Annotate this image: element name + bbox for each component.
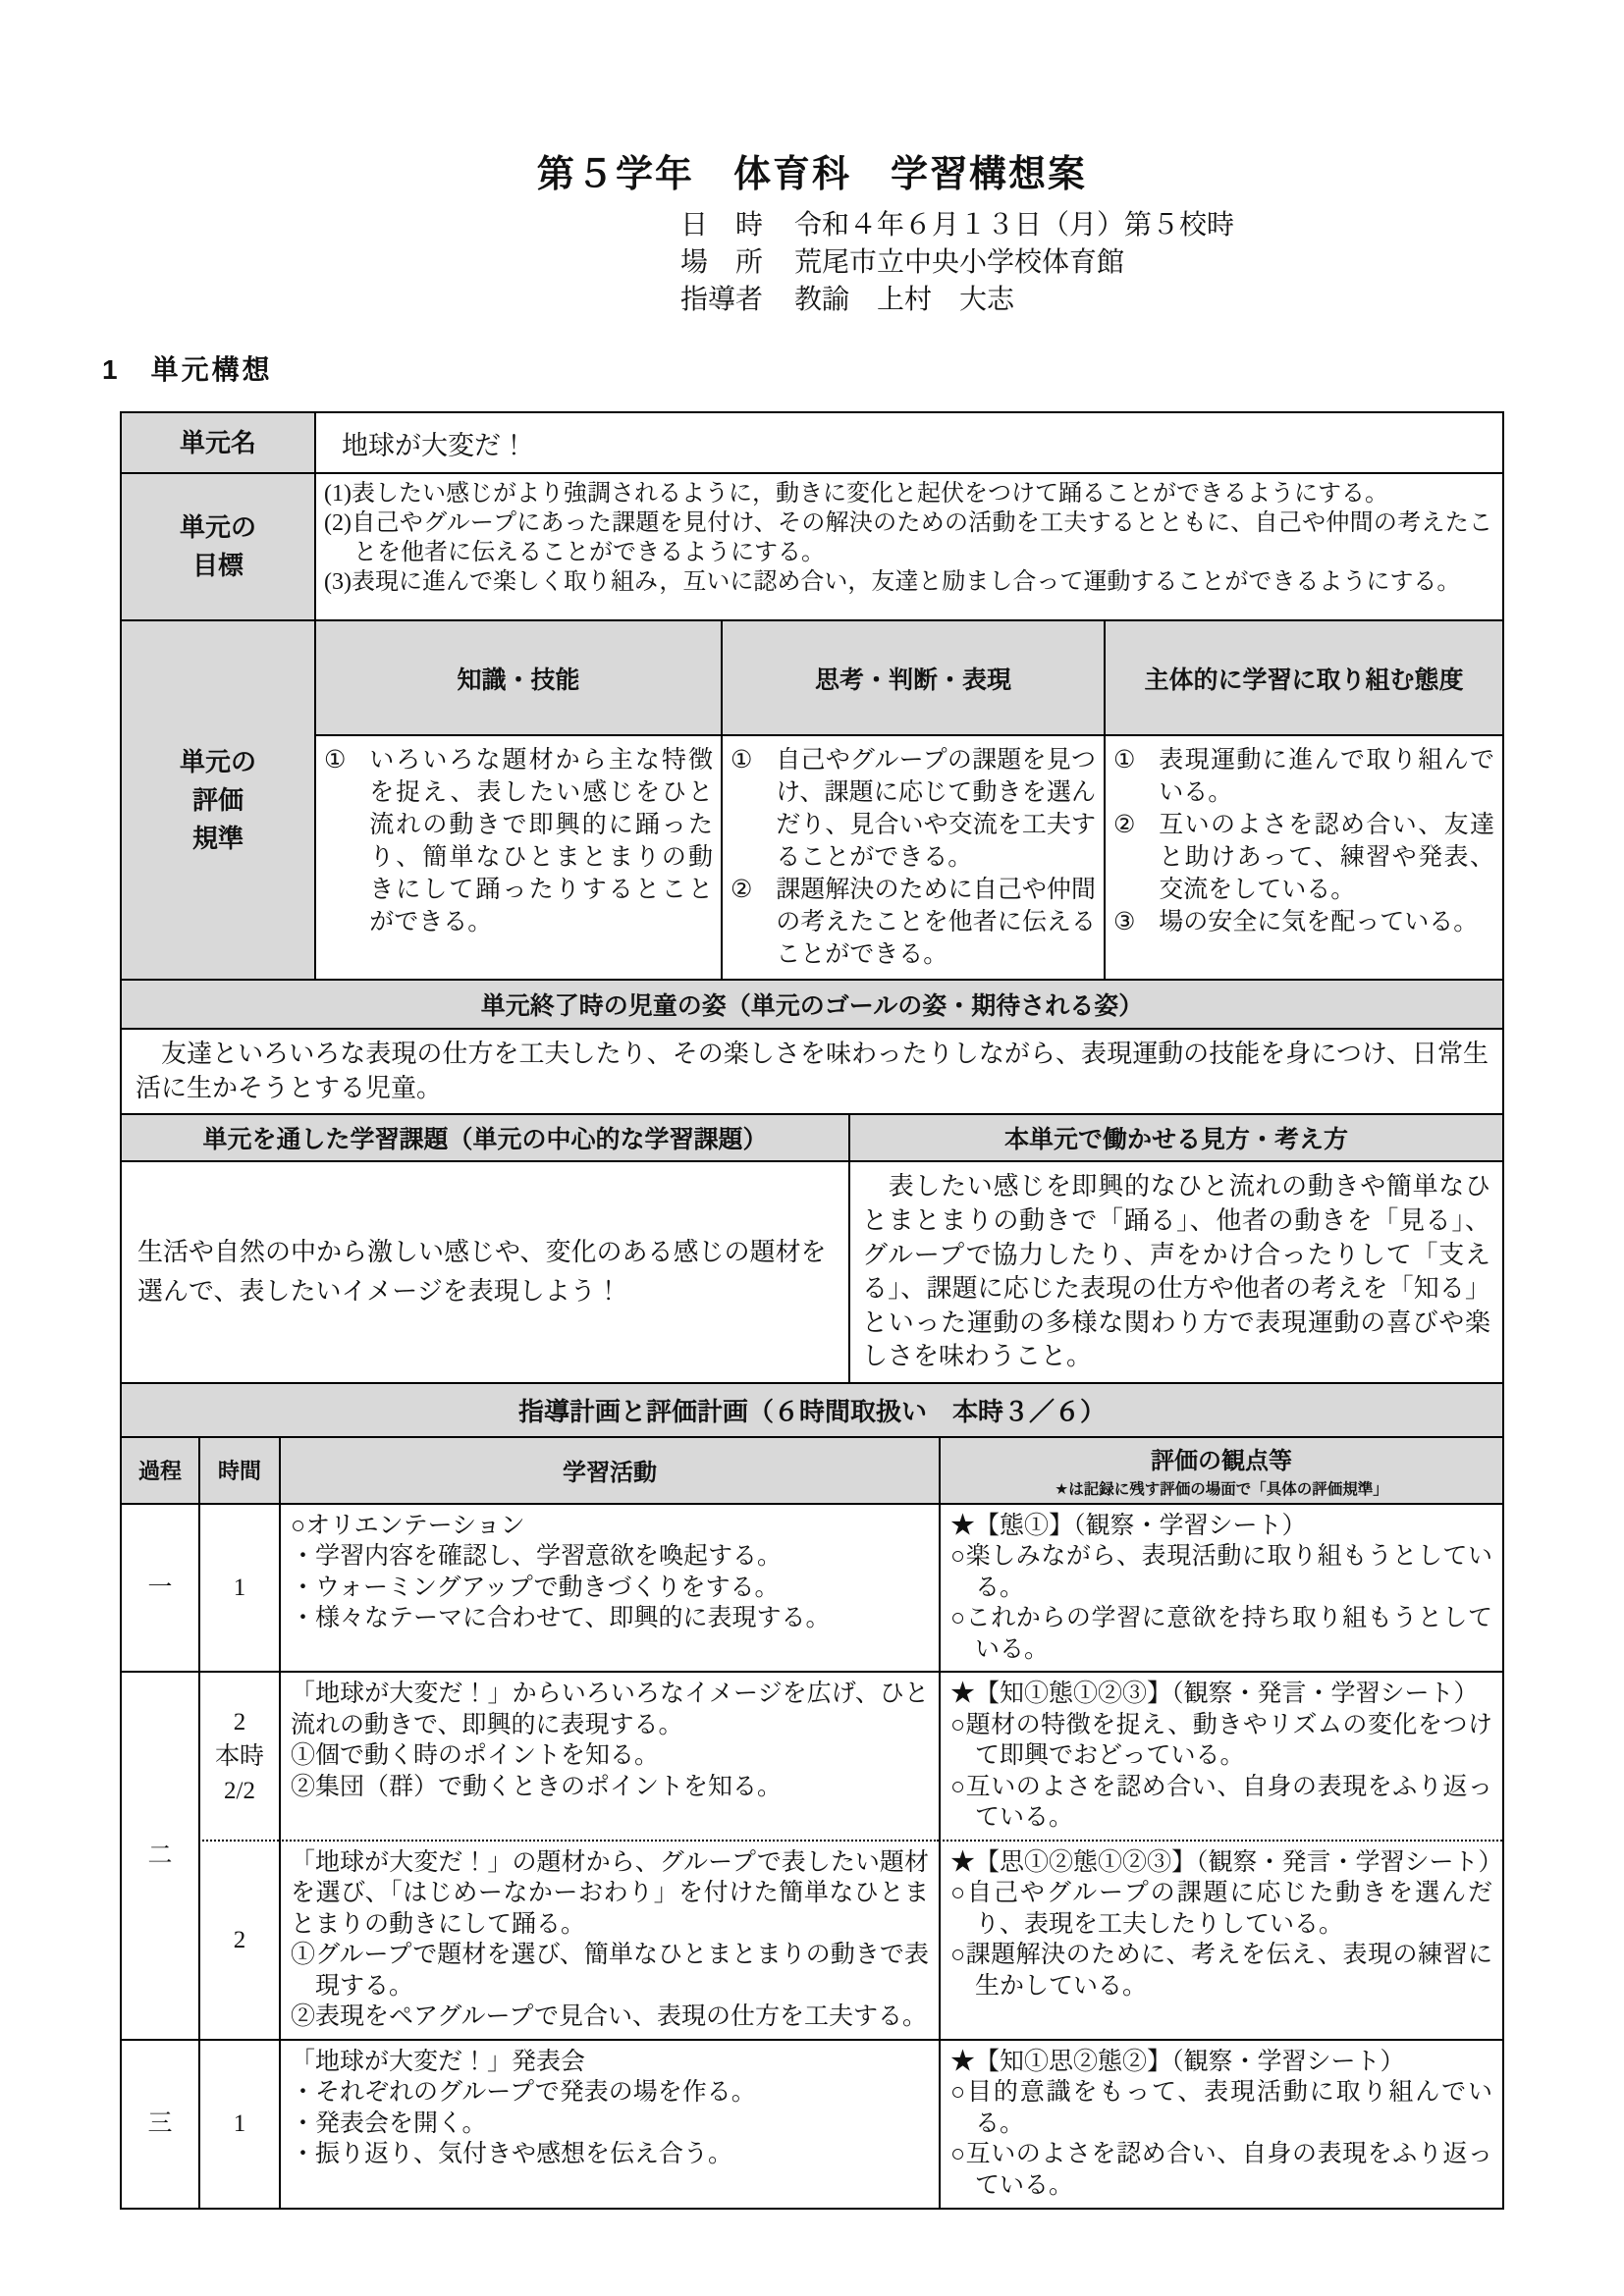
- criteria-row: [122, 619, 1502, 979]
- hours-cell-4: [198, 2039, 279, 2208]
- col-header-evaluation: [939, 1438, 1502, 1503]
- goal-image-text-row: [122, 1028, 1502, 1113]
- view-text: 表したい感じを即興的なひと流れの動きや簡単なひとまとまりの動きで「踊る」、他者の動きを「見る」、グループで協力したり、声をかけ合ったりして「支える」、課題に応じた表現の仕方や他者の考えを「知る」といった運動の多様な関わり方で表現運動の喜びや楽しさを味わうこと。: [848, 1162, 1502, 1381]
- meta-row-teacher: [680, 282, 1624, 319]
- item-number: ③: [1113, 909, 1136, 936]
- item-text: 表現運動に進んで取り組んでいる。: [1159, 747, 1494, 807]
- activity-cell-2: [279, 1671, 939, 1840]
- criteria-item: [731, 744, 1096, 874]
- unit-name-value: 地球が大変だ！: [314, 413, 1502, 472]
- goal-image-header-row: [122, 979, 1502, 1028]
- evaluation-line: ○楽しみながら、表現活動に取り組もうとしている。: [950, 1543, 1492, 1601]
- unit-name-row: [122, 413, 1502, 472]
- evaluation-cell-2: [939, 1671, 1502, 1840]
- item-text: 場の安全に気を配っている。: [1159, 909, 1479, 936]
- criteria-item: [1113, 809, 1494, 906]
- hours-line: 2: [233, 1926, 246, 1953]
- item-text: 互いのよさを認め合い、友達と助けあって、練習や発表、交流をしている。: [1159, 812, 1494, 904]
- goal-image-text: 友達といろいろな表現の仕方を工夫したり、その楽しさを味わったりしながら、表現運動の技能を身につけ、日常生活に生かそうとする児童。: [135, 1040, 1489, 1102]
- meta-row-place: [680, 244, 1624, 282]
- meta-value-teacher: 教諭 上村 大志: [794, 285, 1015, 316]
- task-view-body-row: [122, 1160, 1502, 1381]
- criteria-headers: [316, 621, 1502, 734]
- criteria-header-thinking: 思考・判断・表現: [721, 621, 1104, 734]
- task-header: 単元を通した学習課題（単元の中心的な学習課題）: [122, 1115, 848, 1160]
- activity-cell-4: [279, 2039, 939, 2208]
- plan-section-header-row: [122, 1382, 1502, 1436]
- task-text: 生活や自然の中から激しい感じや、変化のある感じの題材を選んで、表したいイメージを表現しよう！: [137, 1237, 827, 1307]
- goal-num-1: (1): [324, 481, 352, 507]
- unit-goals-label-line2: 目標: [191, 551, 244, 581]
- hours-line: 1: [233, 1575, 246, 1602]
- activity-line: ・振り返り、気付きや感想を伝え合う。: [291, 2141, 733, 2168]
- hours-line: 本時: [214, 1742, 264, 1770]
- activity-line: ・それぞれのグループで発表の場を作る。: [291, 2079, 756, 2107]
- item-number: ②: [731, 877, 753, 904]
- evaluation-line: ★【思①②態①②③】（観察・発言・学習シート）: [950, 1848, 1503, 1876]
- unit-plan-table: [120, 411, 1504, 2210]
- criteria-item: [1113, 906, 1494, 938]
- goal-image-header: 単元終了時の児童の姿（単元のゴールの姿・期待される姿）: [122, 981, 1502, 1028]
- criteria-label-line1: 単元の: [179, 746, 256, 776]
- evaluation-line: ○目的意識をもって、表現活動に取り組んでいる。: [950, 2079, 1492, 2137]
- unit-goals-label: [122, 474, 314, 619]
- criteria-grid: [314, 621, 1502, 979]
- activity-line: 「地球が大変だ！」からいろいろなイメージを広げ、ひと流れの動きで、即興的に表現する。: [291, 1681, 929, 1738]
- evaluation-line: ○題材の特徴を捉え、動きやリズムの変化をつけて即興でおどっている。: [950, 1711, 1492, 1770]
- unit-goals-cell: [314, 474, 1502, 619]
- evaluation-cell-3: [939, 1840, 1502, 2039]
- plan-body: [122, 1503, 1502, 2208]
- evaluation-line: ○これからの学習に意欲を持ち取り組もうとしている。: [950, 1605, 1492, 1663]
- criteria-item: [1113, 744, 1494, 809]
- activity-line: ・発表会を開く。: [291, 2109, 487, 2137]
- evaluation-line: ○互いのよさを認め合い、自身の表現をふり返っている。: [950, 2141, 1492, 2199]
- process-cell-1: 一: [147, 1575, 173, 1602]
- activity-line: ・ウォーミングアップで動きづくりをする。: [291, 1574, 780, 1601]
- activity-line: ・学習内容を確認し、学習意欲を喚起する。: [291, 1543, 783, 1571]
- criteria-label: [122, 621, 314, 979]
- process-cell-3: 三: [122, 2039, 198, 2208]
- item-number: ②: [1113, 812, 1136, 839]
- item-number: ①: [324, 747, 347, 774]
- item-text: 課題解決のために自己や仲間の考えたことを他者に伝えることができる。: [776, 877, 1096, 969]
- goal-item-3: [324, 567, 1492, 597]
- meta-label-teacher: 指導者: [680, 285, 764, 316]
- col-header-evaluation-title: 評価の観点等: [1151, 1448, 1292, 1475]
- criteria-item: [324, 744, 713, 938]
- goal-num-3: (3): [324, 569, 352, 596]
- plan-column-headers: [122, 1436, 1502, 1503]
- activity-line: ①個で動く時のポイントを知る。: [291, 1742, 660, 1770]
- evaluation-cell-1: [939, 1505, 1502, 1672]
- plan-section-header: 指導計画と評価計画（６時間取扱い 本時３／６）: [122, 1384, 1502, 1436]
- activity-line: ○オリエンテーション: [291, 1512, 525, 1539]
- criteria-col-knowledge: [316, 736, 721, 979]
- item-number: ①: [1113, 747, 1136, 774]
- unit-goals-row: [122, 472, 1502, 619]
- item-text: いろいろな題材から主な特徴を捉え、表したい感じをひと流れの動きで即興的に踊ったり、簡単なひとまとまりの動きにして踊ったりするとことができる。: [369, 747, 713, 936]
- meta-value-place: 荒尾市立中央小学校体育館: [794, 247, 1125, 279]
- process-cell-2: 二: [122, 1671, 198, 2039]
- criteria-col-thinking: [721, 736, 1104, 979]
- meta-row-datetime: [680, 207, 1624, 244]
- meta-label-place: 場 所: [680, 247, 764, 279]
- evaluation-line: ★【知①態①②③】（観察・発言・学習シート）: [950, 1681, 1479, 1708]
- section-heading-unit-plan: 1 単元構想: [102, 354, 273, 386]
- activity-line: ②表現をペアグループで見合い、表現の仕方を工夫する。: [291, 2003, 928, 2031]
- page-title: 第５学年 体育科 学習構想案: [536, 154, 1087, 195]
- unit-goals-label-line1: 単元の: [179, 512, 256, 543]
- view-header: 本単元で働かせる見方・考え方: [848, 1115, 1502, 1160]
- criteria-item: [731, 874, 1096, 971]
- hours-cell-3: [198, 1840, 279, 2039]
- goal-item-2: [324, 508, 1492, 567]
- evaluation-line: ★【知①思②態②】（観察・学習シート）: [950, 2048, 1405, 2075]
- evaluation-line: ○課題解決のために、考えを伝え、表現の練習に生かしている。: [950, 1942, 1492, 2000]
- activity-line: 「地球が大変だ！」発表会: [291, 2048, 586, 2075]
- item-number: ①: [731, 747, 753, 774]
- hours-cell-2: [198, 1671, 279, 1840]
- evaluation-line: ○自己やグループの課題に応じた動きを選んだり、表現を工夫したりしている。: [950, 1880, 1492, 1938]
- evaluation-line: ○互いのよさを認め合い、自身の表現をふり返っている。: [950, 1773, 1492, 1832]
- goal-item-1: [324, 479, 1492, 508]
- goal-text-2: 自己やグループにあった課題を見付け、その解決のための活動を工夫するとともに、自己や仲間の考えたことを他者に伝えることができるようにする。: [351, 510, 1492, 566]
- hours-line: 1: [233, 2110, 246, 2138]
- evaluation-cell-4: [939, 2039, 1502, 2208]
- col-header-evaluation-note: ★は記録に残す評価の場面で「具体の評価規準」: [1055, 1481, 1388, 1499]
- goal-text-1: 表したい感じがより強調されるように，動きに変化と起伏をつけて踊ることができるようにする。: [351, 481, 1388, 507]
- meta-label-datetime: 日 時: [680, 210, 764, 240]
- meta-block: [680, 207, 1624, 319]
- goal-num-2: (2): [324, 510, 352, 537]
- item-text: 自己やグループの課題を見つけ、課題に応じて動きを選んだり、見合いや交流を工夫することができる。: [776, 747, 1096, 872]
- criteria-header-attitude: 主体的に学習に取り組む態度: [1104, 621, 1502, 734]
- hours-cell-1: [198, 1505, 279, 1672]
- criteria-header-knowledge: 知識・技能: [316, 621, 721, 734]
- evaluation-line: ★【態①】（観察・学習シート）: [950, 1512, 1307, 1539]
- activity-line: ①グループで題材を選び、簡単なひとまとまりの動きで表現する。: [291, 1942, 929, 2000]
- hours-line: 2/2: [224, 1777, 255, 1804]
- activity-cell-1: [279, 1505, 939, 1672]
- activity-line: ・様々なテーマに合わせて、即興的に表現する。: [291, 1605, 831, 1632]
- meta-value-datetime: 令和４年６月１３日（月）第５校時: [794, 210, 1235, 240]
- activity-line: 「地球が大変だ！」の題材から、グループで表したい題材を選び、「はじめーなかーおわり」を付けた簡単なひとまとまりの動きにして踊る。: [291, 1848, 929, 1938]
- criteria-label-line3: 規準: [191, 823, 244, 853]
- col-header-process: 過程: [122, 1438, 198, 1503]
- activity-line: ②集団（群）で動くときのポイントを知る。: [291, 1773, 783, 1800]
- goal-text-3: 表現に進んで楽しく取り組み，互いに認め合い，友達と励まし合って運動することができるようにする。: [351, 569, 1461, 596]
- unit-name-label: 単元名: [122, 413, 314, 472]
- criteria-label-line2: 評価: [191, 784, 244, 815]
- col-header-hours: 時間: [198, 1438, 279, 1503]
- task-view-header-row: [122, 1113, 1502, 1160]
- hours-line: 2: [233, 1708, 246, 1735]
- criteria-body: [316, 734, 1502, 979]
- col-header-activity: 学習活動: [279, 1438, 939, 1503]
- activity-cell-3: [279, 1840, 939, 2039]
- criteria-col-attitude: [1104, 736, 1502, 979]
